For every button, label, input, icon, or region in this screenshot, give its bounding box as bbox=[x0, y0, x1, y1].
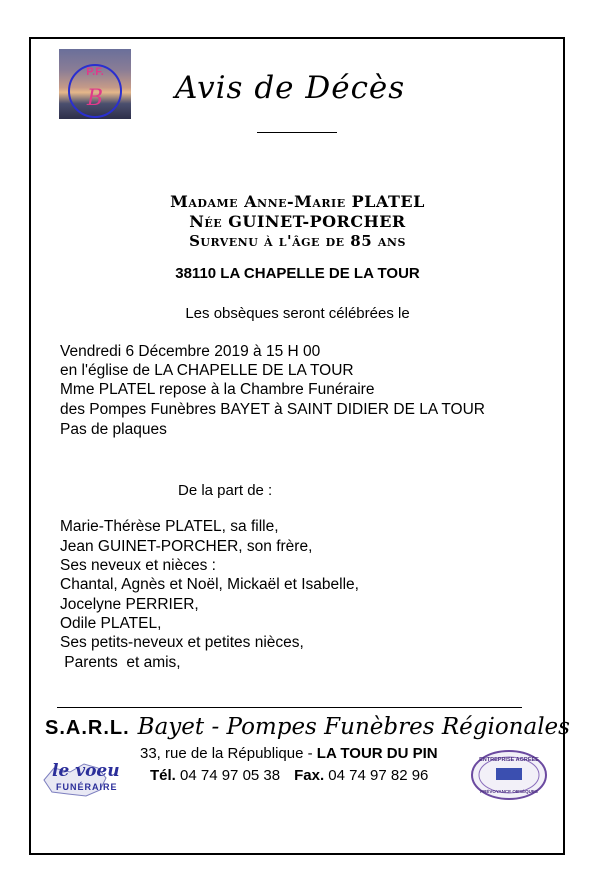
family-line: Jean GUINET-PORCHER, son frère, bbox=[60, 538, 313, 555]
left-logo-text: le voeu bbox=[52, 761, 120, 781]
tel-number: 04 74 97 05 38 bbox=[175, 767, 281, 784]
company-script-name: Bayet - Pompes Funèbres Régionales bbox=[137, 714, 570, 740]
entreprise-agreee-logo bbox=[470, 749, 548, 801]
title-divider bbox=[257, 132, 337, 133]
from-label: De la part de : bbox=[178, 482, 273, 499]
funeral-intro: Les obsèques seront célébrées le bbox=[185, 305, 410, 322]
tel-label: Tél. bbox=[150, 767, 176, 784]
location: 38110 LA CHAPELLE DE LA TOUR bbox=[175, 265, 420, 282]
address-city: LA TOUR DU PIN bbox=[316, 745, 438, 762]
funeral-rest-place: Mme PLATEL repose à la Chambre Funéraire bbox=[60, 381, 375, 398]
fax-label: Fax. bbox=[294, 767, 325, 784]
funeral-church: en l'église de LA CHAPELLE DE LA TOUR bbox=[60, 362, 354, 379]
family-line: Chantal, Agnès et Noël, Mickaël et Isabelle, bbox=[60, 576, 359, 593]
le-voeu-funeraire-logo bbox=[40, 750, 130, 800]
address-street: 33, rue de la République - bbox=[140, 745, 317, 762]
family-line: Marie-Thérèse PLATEL, sa fille, bbox=[60, 518, 279, 535]
fax-number: 04 74 97 82 96 bbox=[324, 767, 429, 784]
funeral-note: Pas de plaques bbox=[60, 421, 167, 438]
funeral-home: des Pompes Funèbres BAYET à SAINT DIDIER DE LA TOUR bbox=[60, 401, 485, 418]
family-line: Ses neveux et nièces : bbox=[60, 557, 216, 574]
deceased-age: Survenu à l'âge de 85 ans bbox=[189, 232, 406, 250]
company-address bbox=[140, 745, 438, 762]
funeral-date: Vendredi 6 Décembre 2019 à 15 H 00 bbox=[60, 343, 321, 360]
logo-letter: B bbox=[86, 86, 104, 111]
deceased-maiden-name: Née GUINET-PORCHER bbox=[189, 212, 406, 231]
family-line: Jocelyne PERRIER, bbox=[60, 596, 199, 613]
page-title: Avis de Décès bbox=[175, 70, 406, 106]
logo-text-top: P.F. bbox=[86, 66, 104, 78]
deceased-name: Madame Anne-Marie PLATEL bbox=[170, 192, 425, 211]
pf-bayet-logo bbox=[59, 49, 131, 119]
family-line: Odile PLATEL, bbox=[60, 615, 162, 632]
company-name bbox=[45, 714, 570, 740]
company-contact bbox=[150, 767, 428, 784]
family-line: Ses petits-neveux et petites nièces, bbox=[60, 634, 304, 651]
company-sarl: S.A.R.L. bbox=[45, 717, 130, 739]
family-line: Parents et amis, bbox=[60, 654, 181, 671]
right-logo-text: ENTREPRISE AGRÉÉE bbox=[479, 757, 539, 763]
footer-divider bbox=[57, 707, 522, 708]
right-logo-sub: PRÉVOYANCE OBSÈQUES bbox=[480, 789, 538, 794]
left-logo-sub: FUNÉRAIRE bbox=[56, 782, 118, 792]
